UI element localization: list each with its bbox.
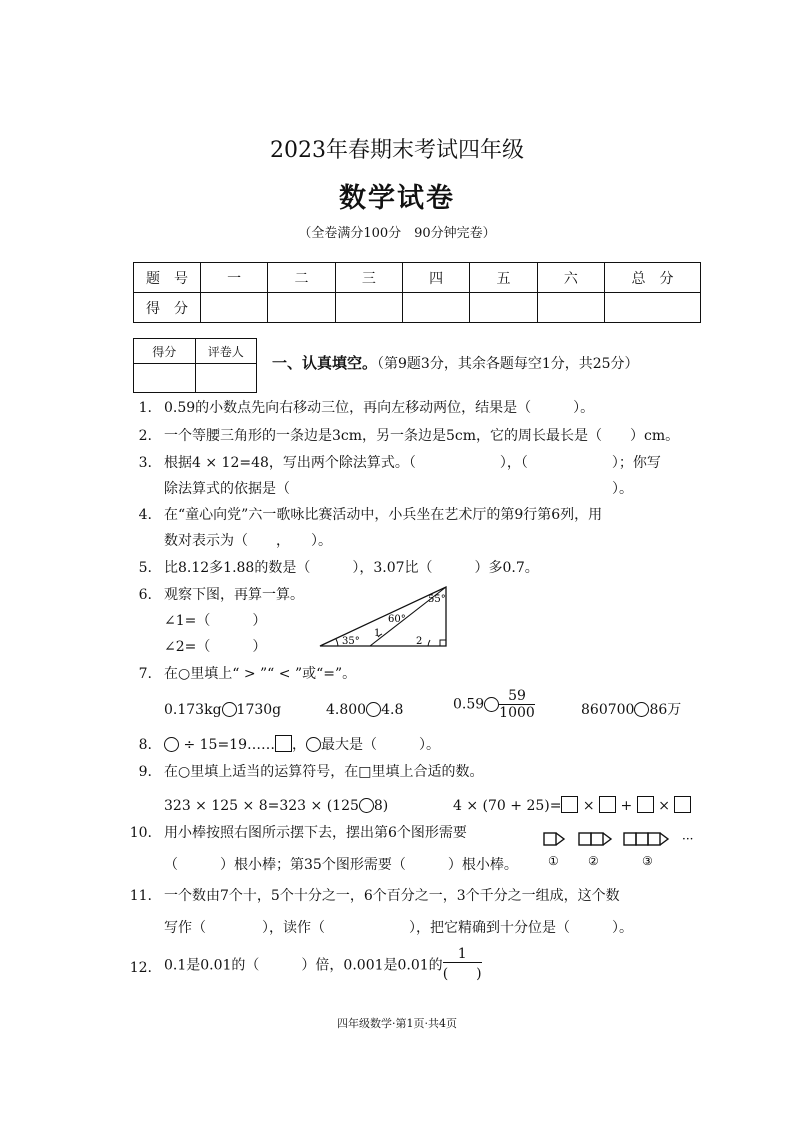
question-number: 2. bbox=[138, 428, 152, 444]
answer-box[interactable] bbox=[674, 796, 691, 813]
question-number: 9. bbox=[138, 764, 152, 780]
question-number: 6. bbox=[138, 587, 152, 603]
subject-title: 数学试卷 bbox=[339, 183, 455, 214]
score-blank[interactable] bbox=[402, 293, 469, 323]
compare-4 bbox=[581, 700, 681, 720]
section-1-heading bbox=[272, 352, 639, 373]
exam-subtitle: （全卷满分100分 90分钟完卷） bbox=[298, 226, 496, 241]
compare-circle[interactable] bbox=[634, 702, 649, 717]
times-sign: × bbox=[582, 798, 595, 814]
angle-35-label: 35° bbox=[342, 636, 360, 647]
question-10-line-2: （ ）根小棒；第35个图形需要（ ）根小棒。 bbox=[164, 857, 518, 873]
score-table-header-row bbox=[134, 263, 701, 293]
grader-name-label: 评卷人 bbox=[195, 339, 257, 364]
question-number: 5. bbox=[138, 560, 152, 576]
question-9-text: 在○里填上适当的运算符号，在□里填上合适的数。 bbox=[164, 764, 484, 780]
question-number: 12. bbox=[129, 960, 152, 976]
compare-1 bbox=[164, 700, 281, 720]
grader-table bbox=[133, 338, 257, 393]
section-1-title: 一、认真填空。 bbox=[272, 354, 378, 372]
score-blank[interactable] bbox=[335, 293, 402, 323]
figure-3-label: ③ bbox=[642, 854, 653, 868]
question-number: 7. bbox=[138, 666, 152, 682]
score-cell: 五 bbox=[470, 263, 537, 293]
times-sign: × bbox=[658, 798, 670, 814]
score-cell: 一 bbox=[201, 263, 268, 293]
compare-4-left: 860700 bbox=[581, 702, 635, 718]
compare-circle[interactable] bbox=[366, 702, 381, 717]
question-10-line-1: 用小棒按照右图所示摆下去，摆出第6个图形需要 bbox=[164, 825, 467, 841]
question-7-text: 在○里填上“ > ”“ < ”或“=”。 bbox=[164, 666, 357, 682]
angle-2-label: 2 bbox=[416, 636, 423, 647]
question-12-text bbox=[164, 946, 482, 983]
answer-box[interactable] bbox=[599, 796, 616, 813]
score-cell: 得 分 bbox=[134, 293, 201, 323]
fraction-59-1000 bbox=[499, 688, 535, 721]
score-cell: 三 bbox=[335, 263, 402, 293]
question-1-text: 0.59的小数点先向右移动三位，再向左移动两位，结果是（ ）。 bbox=[164, 400, 595, 416]
fraction-numerator: 1 bbox=[443, 946, 482, 963]
equation-2 bbox=[453, 796, 691, 816]
fraction-numerator: 59 bbox=[499, 688, 535, 705]
question-number: 11. bbox=[129, 888, 152, 904]
compare-2-left: 4.800 bbox=[326, 702, 367, 718]
compare-1-left: 0.173kg bbox=[164, 702, 222, 718]
question-3-line-1: 根据4 × 12=48，写出两个除法算式。（ ），（ ）；你写 bbox=[164, 455, 661, 471]
grader-score-blank[interactable] bbox=[134, 364, 196, 393]
equation-1-left: 323 × 125 × 8=323 × (125 bbox=[164, 798, 359, 814]
question-8-part-1: ÷ 15=19…… bbox=[183, 737, 275, 753]
triangle-figure bbox=[318, 584, 458, 650]
score-blank[interactable] bbox=[537, 293, 604, 323]
figure-2-label: ② bbox=[588, 854, 599, 868]
question-11-line-1: 一个数由7个十，5个十分之一，6个百分之一，3个千分之一组成，这个数 bbox=[164, 888, 620, 904]
grader-score-label: 得分 bbox=[134, 339, 196, 364]
score-cell: 总 分 bbox=[605, 263, 701, 293]
question-3-line-2: 除法算式的依据是（ ）。 bbox=[164, 481, 633, 497]
dividend-circle[interactable] bbox=[164, 737, 179, 752]
answer-box[interactable] bbox=[561, 796, 578, 813]
question-11-line-2: 写作（ ），读作（ ），把它精确到十分位是（ ）。 bbox=[164, 920, 633, 936]
question-8-part-2: ， bbox=[292, 737, 306, 753]
question-6-text: 观察下图，再算一算。 bbox=[164, 587, 304, 603]
answer-box[interactable] bbox=[637, 796, 654, 813]
question-8-part-3: 最大是（ ）。 bbox=[321, 737, 440, 753]
score-cell: 四 bbox=[402, 263, 469, 293]
score-blank[interactable] bbox=[201, 293, 268, 323]
grader-name-blank[interactable] bbox=[195, 364, 257, 393]
question-5-text: 比8.12多1.88的数是（ ），3.07比（ ）多0.7。 bbox=[164, 560, 539, 576]
fraction-answer bbox=[443, 946, 482, 983]
score-cell: 六 bbox=[537, 263, 604, 293]
stick-pattern-figure bbox=[542, 829, 704, 869]
question-4-line-1: 在“童心向党”六一歌咏比赛活动中，小兵坐在艺术厅的第9行第6列，用 bbox=[164, 507, 603, 523]
compare-circle[interactable] bbox=[222, 702, 237, 717]
score-blank[interactable] bbox=[605, 293, 701, 323]
score-table bbox=[133, 262, 701, 323]
question-8-text bbox=[164, 735, 440, 755]
angle-55-label: 55° bbox=[428, 594, 446, 605]
compare-3-left: 0.59 bbox=[453, 696, 485, 713]
dividend-circle-ref bbox=[306, 737, 321, 752]
operator-circle[interactable] bbox=[359, 798, 374, 813]
angle-1-label: 1 bbox=[374, 628, 381, 639]
question-number: 1. bbox=[138, 400, 152, 416]
compare-3 bbox=[453, 688, 535, 721]
question-4-line-2: 数对表示为（ ， ）。 bbox=[164, 533, 332, 549]
question-number: 10. bbox=[129, 825, 152, 841]
question-number: 3. bbox=[138, 455, 152, 471]
section-1-note: （第9题3分，其余各题每空1分，共25分） bbox=[377, 356, 639, 372]
figure-1-label: ① bbox=[548, 854, 559, 868]
equation-1 bbox=[164, 796, 388, 816]
equation-2-left: 4 × (70 + 25)= bbox=[453, 798, 562, 814]
compare-2 bbox=[326, 700, 403, 720]
question-number: 8. bbox=[138, 737, 152, 753]
score-blank[interactable] bbox=[470, 293, 537, 323]
fraction-denominator-blank[interactable]: ( ) bbox=[442, 966, 482, 982]
compare-circle[interactable] bbox=[484, 697, 499, 712]
page-footer: 四年级数学·第1页·共4页 bbox=[337, 1017, 457, 1030]
angle-2-answer: ∠2=（ ） bbox=[164, 639, 267, 655]
exam-title: 2023年春期末考试四年级 bbox=[270, 138, 524, 163]
compare-2-right: 4.8 bbox=[381, 702, 404, 718]
question-2-text: 一个等腰三角形的一条边是3cm，另一条边是5cm，它的周长最长是（ ）cm。 bbox=[164, 428, 680, 444]
pattern-continues: ··· bbox=[682, 832, 694, 846]
fraction-denominator: 1000 bbox=[499, 705, 535, 721]
remainder-box[interactable] bbox=[275, 735, 292, 752]
plus-sign: + bbox=[620, 798, 633, 814]
angle-1-answer: ∠1=（ ） bbox=[164, 613, 267, 629]
score-blank[interactable] bbox=[268, 293, 335, 323]
question-12-part-1: 0.1是0.01的（ ）倍，0.001是0.01的 bbox=[164, 957, 443, 974]
score-table-score-row bbox=[134, 293, 701, 323]
compare-4-right: 86万 bbox=[649, 702, 682, 718]
angle-60-label: 60° bbox=[388, 614, 406, 625]
equation-1-right: 8) bbox=[373, 798, 389, 814]
score-cell: 二 bbox=[268, 263, 335, 293]
compare-1-right: 1730g bbox=[236, 702, 282, 718]
score-cell: 题 号 bbox=[134, 263, 201, 293]
question-number: 4. bbox=[138, 507, 152, 523]
